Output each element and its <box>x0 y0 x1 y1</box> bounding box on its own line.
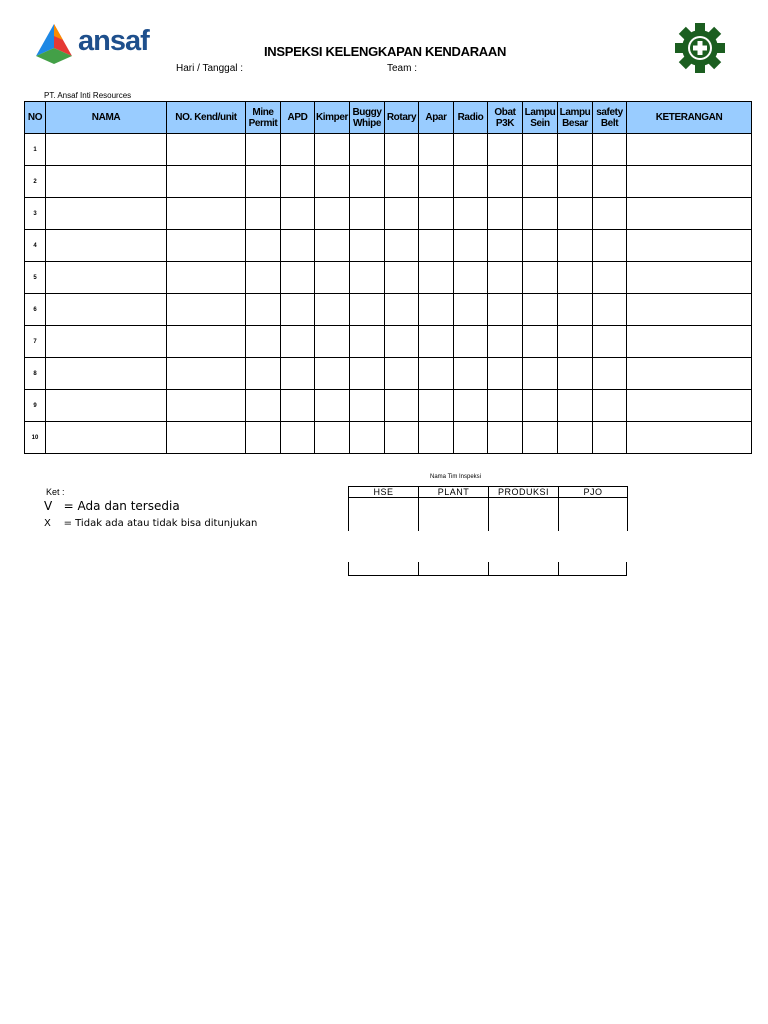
logo-text: ansaf <box>78 25 149 57</box>
hari-tanggal-label: Hari / Tanggal : <box>176 63 244 74</box>
table-cell[interactable] <box>523 358 558 390</box>
check-symbol: V <box>44 499 53 513</box>
table-cell[interactable] <box>454 166 488 198</box>
column-header <box>281 102 315 134</box>
table-cell[interactable] <box>454 294 488 326</box>
table-cell[interactable] <box>419 358 454 390</box>
table-cell[interactable] <box>419 422 454 454</box>
table-cell[interactable] <box>350 326 385 358</box>
table-cell[interactable] <box>488 326 523 358</box>
legend-label: Ket : <box>46 487 65 497</box>
tim-signature-cell[interactable] <box>559 498 628 532</box>
table-cell[interactable] <box>523 262 558 294</box>
tim-column-header: PJO <box>559 487 628 498</box>
column-header <box>167 102 246 134</box>
table-cell[interactable] <box>627 230 752 262</box>
table-cell[interactable] <box>593 166 627 198</box>
column-header-line1: safety <box>596 106 623 118</box>
table-row <box>25 358 752 390</box>
tim-inspeksi-title: Nama Tim Inspeksi <box>430 474 482 480</box>
table-cell[interactable] <box>419 326 454 358</box>
table-cell[interactable] <box>385 294 419 326</box>
table-cell[interactable] <box>385 390 419 422</box>
table-cell[interactable] <box>350 230 385 262</box>
table-cell[interactable] <box>558 166 593 198</box>
column-header-line2: Belt <box>600 117 619 129</box>
table-cell[interactable] <box>454 198 488 230</box>
table-cell[interactable] <box>488 294 523 326</box>
column-header-line1: Mine <box>252 106 274 118</box>
table-cell[interactable] <box>246 422 281 454</box>
table-cell[interactable] <box>385 134 419 166</box>
table-row <box>25 230 752 262</box>
table-cell[interactable] <box>46 166 167 198</box>
table-cell[interactable] <box>281 422 315 454</box>
row-number: 7 <box>25 326 46 358</box>
column-header-line2: Permit <box>248 117 278 129</box>
table-cell[interactable] <box>385 358 419 390</box>
table-cell[interactable] <box>558 230 593 262</box>
column-header-line2: Besar <box>562 117 588 129</box>
table-cell[interactable] <box>46 134 167 166</box>
table-cell[interactable] <box>315 166 350 198</box>
table-cell[interactable] <box>627 262 752 294</box>
row-number: 9 <box>25 390 46 422</box>
table-cell[interactable] <box>350 294 385 326</box>
table-cell[interactable] <box>523 134 558 166</box>
column-header-line1: Lampu <box>559 106 591 118</box>
column-header-line2: P3K <box>495 117 515 129</box>
tim-inspeksi-table <box>348 486 628 531</box>
table-cell[interactable] <box>558 198 593 230</box>
column-header <box>523 102 558 134</box>
table-cell[interactable] <box>627 294 752 326</box>
column-header <box>315 102 350 134</box>
table-cell[interactable] <box>558 358 593 390</box>
column-header <box>593 102 627 134</box>
column-header-line1: Obat <box>494 106 516 118</box>
table-cell[interactable] <box>419 166 454 198</box>
ansaf-logo <box>32 22 162 68</box>
tim-column-header: PRODUKSI <box>489 487 559 498</box>
table-cell[interactable] <box>315 358 350 390</box>
table-cell[interactable] <box>46 294 167 326</box>
table-cell[interactable] <box>419 294 454 326</box>
table-cell[interactable] <box>46 326 167 358</box>
table-cell[interactable] <box>593 134 627 166</box>
table-cell[interactable] <box>488 262 523 294</box>
table-cell[interactable] <box>454 422 488 454</box>
table-row <box>25 326 752 358</box>
table-cell[interactable] <box>523 166 558 198</box>
table-cell[interactable] <box>46 390 167 422</box>
table-cell[interactable] <box>593 198 627 230</box>
table-cell[interactable] <box>627 358 752 390</box>
table-row <box>25 262 752 294</box>
column-header <box>246 102 281 134</box>
team-label: Team : <box>387 63 418 74</box>
column-header <box>454 102 488 134</box>
table-cell[interactable] <box>523 326 558 358</box>
table-cell[interactable] <box>46 230 167 262</box>
column-header <box>558 102 593 134</box>
tim-signature-cell[interactable] <box>419 498 489 532</box>
ansaf-logo-mark-icon <box>32 22 76 66</box>
column-header <box>627 102 752 134</box>
column-header-line1: KETERANGAN <box>655 112 723 123</box>
row-number: 1 <box>25 134 46 166</box>
table-cell[interactable] <box>627 390 752 422</box>
table-cell[interactable] <box>558 294 593 326</box>
column-header <box>419 102 454 134</box>
row-number: 5 <box>25 262 46 294</box>
table-cell[interactable] <box>454 390 488 422</box>
table-cell[interactable] <box>46 262 167 294</box>
safety-gear-icon <box>672 22 728 74</box>
table-cell[interactable] <box>350 262 385 294</box>
table-cell[interactable] <box>350 390 385 422</box>
table-row <box>25 198 752 230</box>
table-cell[interactable] <box>350 134 385 166</box>
column-header-line1: Lampu <box>524 106 556 118</box>
table-cell[interactable] <box>627 326 752 358</box>
table-cell[interactable] <box>454 262 488 294</box>
table-cell[interactable] <box>315 390 350 422</box>
tim-column-header: PLANT <box>419 487 489 498</box>
table-cell[interactable] <box>167 326 246 358</box>
table-cell[interactable] <box>246 358 281 390</box>
table-cell[interactable] <box>350 166 385 198</box>
table-cell[interactable] <box>593 230 627 262</box>
table-cell[interactable] <box>385 326 419 358</box>
table-row <box>25 294 752 326</box>
table-row <box>25 134 752 166</box>
table-cell[interactable] <box>281 390 315 422</box>
table-cell[interactable] <box>419 198 454 230</box>
table-cell[interactable] <box>523 390 558 422</box>
table-cell[interactable] <box>523 422 558 454</box>
table-cell[interactable] <box>385 422 419 454</box>
table-cell[interactable] <box>167 262 246 294</box>
table-cell[interactable] <box>350 198 385 230</box>
table-cell[interactable] <box>627 166 752 198</box>
table-cell[interactable] <box>315 326 350 358</box>
table-cell[interactable] <box>558 262 593 294</box>
column-header <box>46 102 167 134</box>
table-cell[interactable] <box>385 230 419 262</box>
table-cell[interactable] <box>523 198 558 230</box>
table-cell[interactable] <box>488 390 523 422</box>
table-cell[interactable] <box>246 166 281 198</box>
table-cell[interactable] <box>315 230 350 262</box>
column-header-line2: Sein <box>530 117 550 129</box>
column-header-line1: APD <box>287 112 308 123</box>
table-cell[interactable] <box>593 326 627 358</box>
table-cell[interactable] <box>167 230 246 262</box>
column-header-line1: NO <box>27 112 43 123</box>
table-cell[interactable] <box>246 230 281 262</box>
table-cell[interactable] <box>167 358 246 390</box>
table-cell[interactable] <box>167 422 246 454</box>
table-cell[interactable] <box>46 198 167 230</box>
table-cell[interactable] <box>627 422 752 454</box>
row-number: 2 <box>25 166 46 198</box>
table-cell[interactable] <box>350 358 385 390</box>
table-cell[interactable] <box>488 134 523 166</box>
row-number: 8 <box>25 358 46 390</box>
column-header-line1: Kimper <box>315 112 349 123</box>
table-cell[interactable] <box>488 166 523 198</box>
tim-signature-cell[interactable] <box>349 498 419 532</box>
table-cell[interactable] <box>454 358 488 390</box>
column-header <box>350 102 385 134</box>
table-cell[interactable] <box>281 166 315 198</box>
legend-x-line <box>44 518 257 529</box>
table-cell[interactable] <box>281 262 315 294</box>
table-cell[interactable] <box>167 166 246 198</box>
column-header-line1: Radio <box>457 112 484 123</box>
table-cell[interactable] <box>385 166 419 198</box>
table-cell[interactable] <box>488 358 523 390</box>
table-cell[interactable] <box>523 230 558 262</box>
table-cell[interactable] <box>488 230 523 262</box>
legend-v-line <box>44 499 180 513</box>
table-cell[interactable] <box>246 198 281 230</box>
table-cell[interactable] <box>315 198 350 230</box>
table-cell[interactable] <box>558 326 593 358</box>
column-header-line1: Apar <box>425 112 447 123</box>
row-number: 3 <box>25 198 46 230</box>
tim-signature-cell[interactable] <box>489 498 559 532</box>
table-cell[interactable] <box>454 134 488 166</box>
table-cell[interactable] <box>593 422 627 454</box>
signature-line <box>348 562 627 576</box>
table-cell[interactable] <box>281 326 315 358</box>
column-header-line1: NAMA <box>91 112 121 123</box>
table-cell[interactable] <box>558 422 593 454</box>
row-number: 10 <box>25 422 46 454</box>
table-row <box>25 166 752 198</box>
tim-header-row <box>349 487 628 498</box>
table-cell[interactable] <box>627 198 752 230</box>
table-row <box>25 390 752 422</box>
table-cell[interactable] <box>593 390 627 422</box>
table-cell[interactable] <box>454 326 488 358</box>
table-cell[interactable] <box>315 422 350 454</box>
table-cell[interactable] <box>246 294 281 326</box>
table-cell[interactable] <box>315 294 350 326</box>
table-cell[interactable] <box>167 134 246 166</box>
table-cell[interactable] <box>167 390 246 422</box>
column-header-line1: NO. Kend/unit <box>175 112 237 123</box>
column-header <box>385 102 419 134</box>
table-cell[interactable] <box>246 326 281 358</box>
table-cell[interactable] <box>385 262 419 294</box>
table-cell[interactable] <box>488 422 523 454</box>
table-cell[interactable] <box>558 134 593 166</box>
table-cell[interactable] <box>281 358 315 390</box>
tim-signature-row <box>349 498 628 532</box>
row-number: 6 <box>25 294 46 326</box>
table-body <box>25 134 752 454</box>
column-header-line1: Rotary <box>386 112 417 123</box>
table-cell[interactable] <box>558 390 593 422</box>
table-cell[interactable] <box>167 294 246 326</box>
document-title: INSPEKSI KELENGKAPAN KENDARAAN <box>263 44 507 59</box>
table-cell[interactable] <box>246 262 281 294</box>
table-cell[interactable] <box>419 390 454 422</box>
table-cell[interactable] <box>350 422 385 454</box>
table-cell[interactable] <box>167 198 246 230</box>
table-cell[interactable] <box>454 230 488 262</box>
table-cell[interactable] <box>281 230 315 262</box>
table-cell[interactable] <box>627 134 752 166</box>
table-cell[interactable] <box>46 358 167 390</box>
table-cell[interactable] <box>593 262 627 294</box>
table-cell[interactable] <box>315 134 350 166</box>
tim-column-header: HSE <box>349 487 419 498</box>
table-cell[interactable] <box>419 262 454 294</box>
table-cell[interactable] <box>593 358 627 390</box>
legend-v-text: = Ada dan tersedia <box>63 499 180 513</box>
table-cell[interactable] <box>419 134 454 166</box>
column-header <box>488 102 523 134</box>
row-number: 4 <box>25 230 46 262</box>
table-cell[interactable] <box>385 198 419 230</box>
company-name: PT. Ansaf Inti Resources <box>44 91 132 100</box>
table-cell[interactable] <box>523 294 558 326</box>
table-cell[interactable] <box>593 294 627 326</box>
table-cell[interactable] <box>488 198 523 230</box>
table-cell[interactable] <box>46 422 167 454</box>
table-cell[interactable] <box>246 134 281 166</box>
table-cell[interactable] <box>281 294 315 326</box>
column-header-line2: Whipe <box>353 117 381 129</box>
column-header <box>25 102 46 134</box>
inspection-table <box>24 101 752 454</box>
legend-x-text: = Tidak ada atau tidak bisa ditunjukan <box>63 518 258 529</box>
table-cell[interactable] <box>246 390 281 422</box>
table-row <box>25 422 752 454</box>
table-cell[interactable] <box>315 262 350 294</box>
table-header-row <box>25 102 752 134</box>
cross-symbol: X <box>44 518 51 529</box>
table-cell[interactable] <box>419 230 454 262</box>
column-header-line1: Buggy <box>352 106 382 118</box>
table-cell[interactable] <box>281 198 315 230</box>
table-cell[interactable] <box>281 134 315 166</box>
